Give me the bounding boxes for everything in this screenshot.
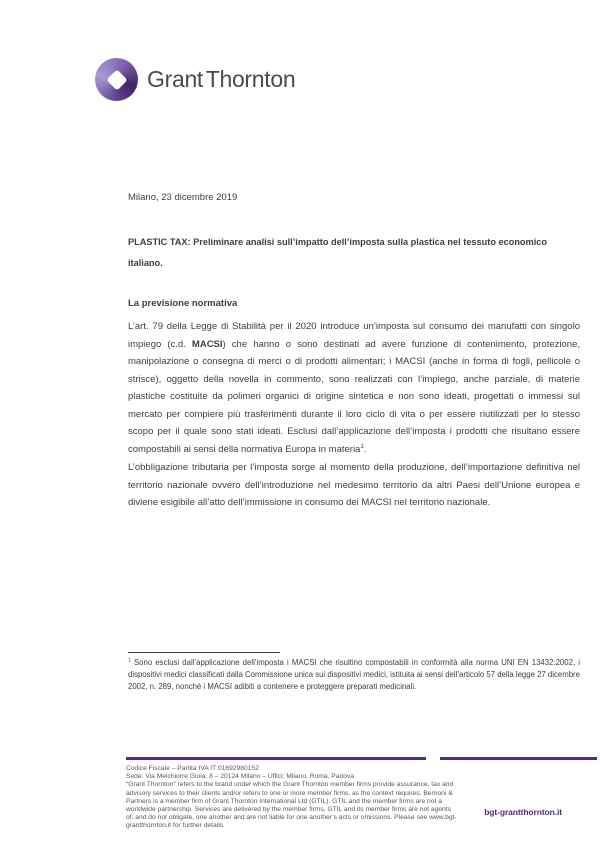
- section-heading: La previsione normativa: [128, 298, 238, 309]
- grant-thornton-logo: [95, 58, 295, 101]
- footnote-text: [128, 657, 580, 692]
- footer-legal-block: [126, 765, 460, 831]
- footer-accent-bar-left: [126, 757, 426, 760]
- logo-wordmark: Grant Thornton: [147, 66, 296, 92]
- grant-thornton-mobius-icon: [95, 58, 138, 101]
- place-date-line: Milano, 23 dicembre 2019: [128, 192, 238, 203]
- website-link[interactable]: bgt-grantthornton.it: [484, 807, 562, 817]
- paragraph-previsione-normativa: L’art. 79 della Legge di Stabilità per il 2020 introduce un’imposta sul consumo dei manufatti con singolo impiego (c.d. MACSI) che hanno o sono destinati ad avere funzione di contenimento, protezione, manipolazione o consegna di merci o di prodotti alimentari; i MACSI (anche in forma di fogli, pellicole o strisce), oggetto della novella in commento, sono realizzati con l’impiego, anche parziale, di materie plastiche costituite da polimeri organici di origine sintetica e non sono ideati, progettati o immessi sul mercato per compiere più trasferimenti durante il loro ciclo di vita o per essere riutilizzati per lo stesso scopo per il quale sono stati ideati. Esclusi dall’applicazione dell’imposta i prodotti che risultano essere compostabili ai sensi della normativa Europa in materia$^1$.: [128, 321, 580, 455]
- paragraph-obbligazione-tributaria: L’obbligazione tributaria per l’imposta sorge al momento della produzione, dell’importazione definitiva nel territorio nazionale ovvero dell’introduzione nel medesimo territorio da altri Paesi dell’Unione europea e diviene esigibile all’atto dell’immissione in consumo dei MACSI nel territorio nazionale.: [128, 462, 580, 508]
- mobius-center-diamond: [106, 69, 127, 90]
- footer-disclaimer: “Grant Thornton” refers to the brand under which the Grant Thornton member firms provide assurance, tax and advisory services to their clients and/or refers to one or more member firms, as the context requires. Bernoni & Partners is a member firm of Grant Thornton International Ltd (GTIL). GTIL and the member firms are not a worldwide partnership. Services are delivered by the member firms. GTIL and its member firms are not agents of, and do not obligate, one another and are not liable for one another’s acts or omissions. Please see www.bgt-grantthornton.it for further details.: [126, 781, 457, 830]
- footnote-body: Sono esclusi dall’applicazione dell’imposta i MACSI che risultino compostabili in conformità alla norma UNI EN 13432:2002, i dispositivi medici classificati dalla Commissione unica sui dispositivi medici, istituita ai sensi dell’articolo 57 della legge 27 dicembre 2002, n. 289, nonché i MACSI adibiti a contenere e proteggere preparati medicinali.: [128, 658, 580, 691]
- footnote-marker: 1: [128, 657, 131, 664]
- footer-accent-bar-right: [440, 757, 597, 760]
- subject-line: PLASTIC TAX: Preliminare analisi sull’impatto dell’imposta sulla plastica nel tessuto economico italiano.: [128, 237, 547, 268]
- footer-address-line: Sede: Via Melchiorre Gioia, 8 – 20124 Milano – Uffici: Milano, Roma, Padova: [126, 773, 354, 781]
- footnote-separator-rule: [128, 652, 280, 653]
- footer-fiscal-line: Codice Fiscale – Partita IVA IT 01692980152: [126, 765, 259, 772]
